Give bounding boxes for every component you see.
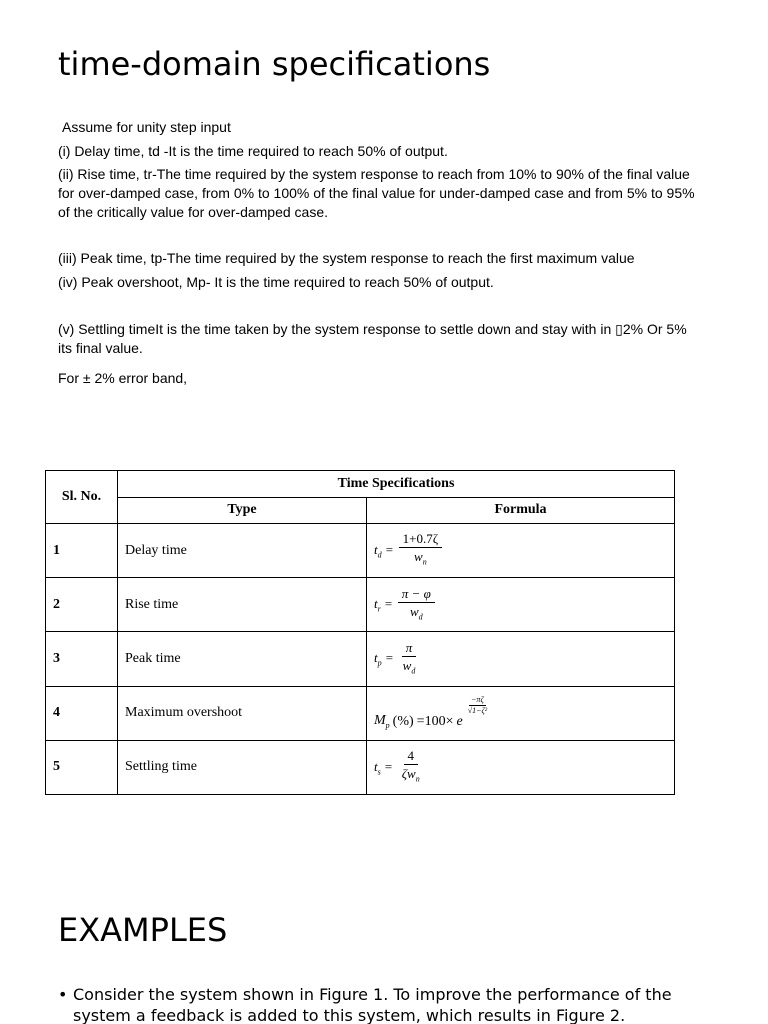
row-number: 5 bbox=[46, 740, 118, 794]
col-header-type: Type bbox=[118, 497, 367, 524]
row-number: 1 bbox=[46, 524, 118, 578]
page-title: time-domain specifications bbox=[58, 45, 491, 83]
formula-denominator: $w_d$ bbox=[402, 657, 416, 676]
col-header-formula: Formula bbox=[367, 497, 675, 524]
formula-numerator: π − φ bbox=[398, 586, 435, 603]
formula-numerator: π bbox=[402, 640, 417, 657]
formula-cell bbox=[367, 632, 675, 686]
formula-denominator: $w_n$ bbox=[414, 549, 427, 567]
peak-time-definition: (iii) Peak time, tp-The time required by the system response to reach the first maximum value bbox=[58, 250, 635, 266]
settling-time-definition: (v) Settling timeIt is the time taken by the system response to settle down and stay with in ▯2% Or 5% its final value. bbox=[58, 321, 687, 356]
table-subheader-row bbox=[46, 497, 675, 524]
formula-exponent: $\frac{-\pi\zeta}{\text{√1−ζ²}}$ bbox=[467, 694, 488, 715]
settling-time-formula: $t_s$ = $\frac{4}{\zeta w_n}$ bbox=[374, 748, 424, 787]
col-header-time-specifications: Time Specifications bbox=[118, 471, 675, 498]
table-row bbox=[46, 524, 675, 578]
time-specifications-table bbox=[45, 470, 675, 795]
formula-cell bbox=[367, 686, 675, 740]
delay-time-formula: $t_d$ = $\frac{1+0.7\zeta}{w_n}$ bbox=[374, 531, 442, 570]
formula-denominator: $w_d$ bbox=[409, 603, 423, 622]
table-header-row bbox=[46, 471, 675, 498]
row-number: 3 bbox=[46, 632, 118, 686]
spec-type: Settling time bbox=[118, 740, 367, 794]
table-row bbox=[46, 578, 675, 632]
formula-numerator: 4 bbox=[404, 748, 419, 765]
list-item: • Consider the system shown in Figure 1. To improve the performance of the system a feedback is added to this system, which results in Figure 2. bbox=[58, 984, 718, 1024]
formula-denominator: $\zeta w_n$ bbox=[401, 766, 420, 784]
col-header-sl-no: Sl. No. bbox=[46, 471, 118, 524]
formula-cell bbox=[367, 740, 675, 794]
peak-time-formula: $t_p$ = $\frac{\pi}{w_d}$ bbox=[374, 640, 419, 679]
delay-time-definition: (i) Delay time, td -It is the time required to reach 50% of output. bbox=[58, 143, 448, 159]
table-row bbox=[46, 632, 675, 686]
peak-overshoot-definition: (iv) Peak overshoot, Mp- It is the time required to reach 50% of output. bbox=[58, 274, 494, 290]
rise-time-formula: $t_r$ = $\frac{\pi - \varphi}{w_d}$ bbox=[374, 586, 435, 625]
spec-type: Delay time bbox=[118, 524, 367, 578]
examples-bullet-list bbox=[58, 984, 718, 1024]
spec-type: Peak time bbox=[118, 632, 367, 686]
formula-cell bbox=[367, 578, 675, 632]
row-number: 2 bbox=[46, 578, 118, 632]
spec-type: Maximum overshoot bbox=[118, 686, 367, 740]
rise-time-definition: (ii) Rise time, tr-The time required by the system response to reach from 10% to 90% of the final value for over-damped case, from 0% to 100% of the final value for under-damped case and from 5% to 95% of the critically value for over-damped case. bbox=[58, 166, 695, 220]
maximum-overshoot-formula: $M_p$ (%) =100× e $\frac{-\pi\zeta}{\text{√1−ζ²}}$ bbox=[374, 694, 488, 730]
spec-type: Rise time bbox=[118, 578, 367, 632]
table-row bbox=[46, 740, 675, 794]
table-row bbox=[46, 686, 675, 740]
formula-cell bbox=[367, 524, 675, 578]
row-number: 4 bbox=[46, 686, 118, 740]
formula-numerator: 1+0.7ζ bbox=[399, 531, 442, 548]
intro-assume-line: Assume for unity step input bbox=[62, 119, 231, 135]
examples-heading: EXAMPLES bbox=[58, 911, 228, 949]
error-band-line: For ± 2% error band, bbox=[58, 370, 188, 386]
